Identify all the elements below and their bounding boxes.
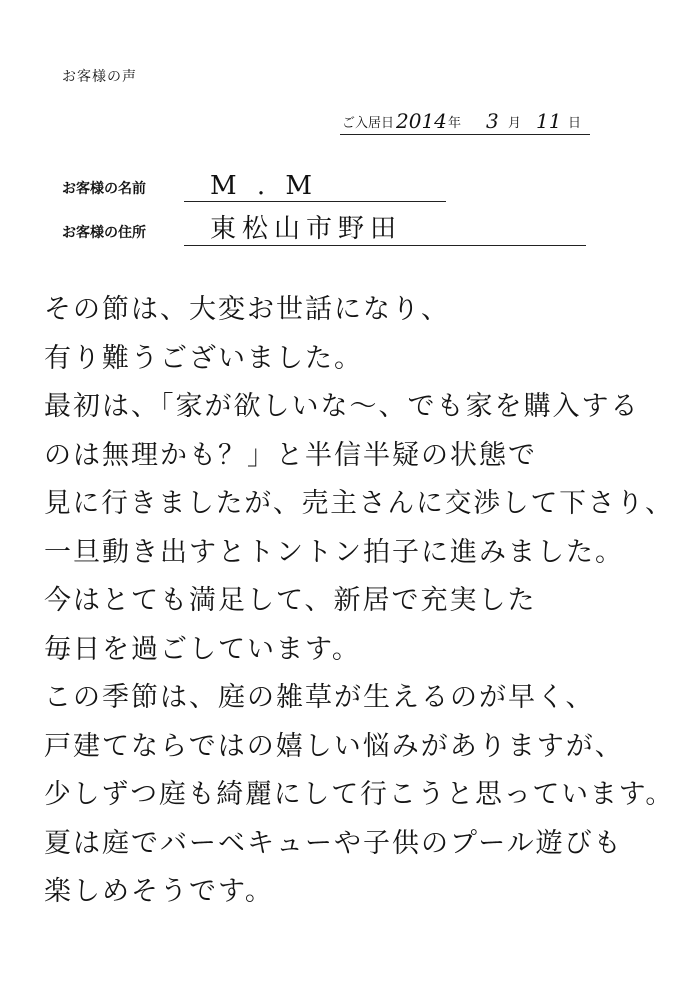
customer-name-field xyxy=(62,170,452,202)
customer-name-underline xyxy=(184,201,446,202)
customer-address-label: お客様の住所 xyxy=(62,225,146,241)
customer-address-field xyxy=(62,214,592,246)
message-line: 戸建てならではの嬉しい悩みがありますが、 xyxy=(44,730,624,762)
message-line: 楽しめそうです。 xyxy=(44,876,274,907)
message-line: 一旦動き出すとトントン拍子に進みました。 xyxy=(44,536,624,568)
message-line: その節は、大変お世話になり、 xyxy=(44,294,450,325)
message-line: この季節は、庭の雑草が生えるのが早く、 xyxy=(44,682,595,713)
message-line: 少しずつ庭も綺麗にして行こうと思っています。 xyxy=(44,779,675,810)
move-in-date-label: ご入居日 xyxy=(342,116,395,131)
handwritten-message xyxy=(44,286,674,917)
move-in-year-unit: 年 xyxy=(448,116,462,131)
move-in-month-unit: 月 xyxy=(508,116,522,131)
message-line: 見に行きましたが、売主さんに交渉して下さり、 xyxy=(44,488,674,519)
move-in-month: 3 xyxy=(486,109,499,133)
message-line: 最初は、「家が欲しいな～、でも家を購入する xyxy=(44,391,640,422)
message-line: 有り難うございました。 xyxy=(44,342,363,374)
message-line: 夏は庭でバーベキューや子供のプール遊びも xyxy=(44,827,623,859)
customer-address-value: 東松山市野田 xyxy=(210,214,403,244)
form-title: お客様の声 xyxy=(62,69,137,85)
customer-name-value: M . M xyxy=(210,171,319,201)
customer-name-label: お客様の名前 xyxy=(62,181,146,197)
message-line: 今はとても満足して、新居で充実した xyxy=(44,585,537,616)
message-line: のは無理かも？」と半信半疑の状態で xyxy=(44,439,537,471)
move-in-year: 2014 xyxy=(396,109,447,133)
move-in-day-unit: 日 xyxy=(568,116,582,131)
move-in-day: 11 xyxy=(536,109,562,133)
message-line: 毎日を過ごしています。 xyxy=(44,633,361,665)
move-in-date-field xyxy=(340,108,590,135)
customer-address-underline xyxy=(184,245,586,246)
